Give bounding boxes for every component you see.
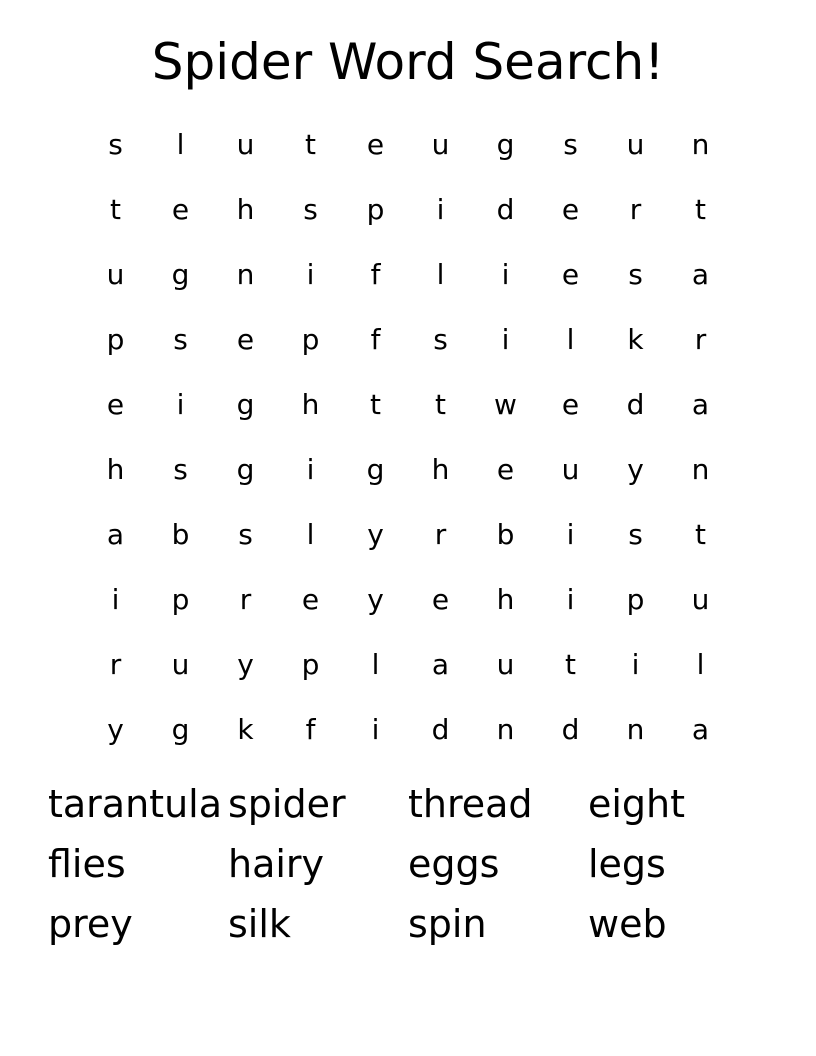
grid-letter: i xyxy=(176,387,185,421)
grid-letter: e xyxy=(561,257,580,291)
grid-letter: u xyxy=(496,647,515,681)
grid-letter: y xyxy=(627,452,644,486)
word-list-item: eggs xyxy=(408,842,500,886)
grid-letter: g xyxy=(496,127,515,161)
grid-letter: h xyxy=(236,192,255,226)
grid-letter: t xyxy=(305,127,316,161)
grid-letter: p xyxy=(301,647,320,681)
grid-letter: l xyxy=(436,257,445,291)
grid-letter: p xyxy=(301,322,320,356)
grid-letter: s xyxy=(563,127,578,161)
grid-letter: t xyxy=(435,387,446,421)
grid-letter: f xyxy=(305,712,316,746)
grid-letter: s xyxy=(433,322,448,356)
word-list-item: prey xyxy=(48,902,133,946)
word-list xyxy=(48,774,768,954)
grid-letter: l xyxy=(306,517,315,551)
grid-letter: t xyxy=(565,647,576,681)
grid-letter: i xyxy=(501,322,510,356)
grid-letter: r xyxy=(629,192,642,226)
word-list-item: hairy xyxy=(228,842,325,886)
grid-letter: y xyxy=(107,712,124,746)
grid-letter: e xyxy=(106,387,125,421)
grid-letter: h xyxy=(496,582,515,616)
grid-letter: h xyxy=(106,452,125,486)
grid-letter: e xyxy=(301,582,320,616)
grid-letter: i xyxy=(436,192,445,226)
grid-letter: t xyxy=(695,192,706,226)
grid-letter: l xyxy=(371,647,380,681)
grid-letter: i xyxy=(306,452,315,486)
grid-letter: n xyxy=(691,127,710,161)
grid-letter: r xyxy=(239,582,252,616)
grid-letter: s xyxy=(173,452,188,486)
grid-letter: r xyxy=(434,517,447,551)
grid-letter: f xyxy=(370,322,381,356)
grid-letter: a xyxy=(691,712,710,746)
grid-letter: e xyxy=(561,387,580,421)
grid-letter: l xyxy=(696,647,705,681)
grid-letter: a xyxy=(106,517,125,551)
grid-letter: d xyxy=(626,387,645,421)
grid-letter: e xyxy=(236,322,255,356)
grid-letter: u xyxy=(626,127,645,161)
grid-letter: e xyxy=(561,192,580,226)
grid-letter: d xyxy=(561,712,580,746)
grid-letter: g xyxy=(366,452,385,486)
grid-letter: n xyxy=(691,452,710,486)
grid-letter: e xyxy=(171,192,190,226)
word-list-item: spin xyxy=(408,902,487,946)
letter-grid xyxy=(83,112,733,762)
grid-letter: n xyxy=(236,257,255,291)
grid-letter: i xyxy=(566,582,575,616)
grid-letter: i xyxy=(306,257,315,291)
grid-letter: l xyxy=(566,322,575,356)
grid-letter: y xyxy=(367,517,384,551)
grid-letter: y xyxy=(367,582,384,616)
grid-letter: u xyxy=(236,127,255,161)
grid-letter: s xyxy=(238,517,253,551)
grid-letter: h xyxy=(301,387,320,421)
word-list-item: web xyxy=(588,902,667,946)
word-list-item: spider xyxy=(228,782,346,826)
grid-letter: a xyxy=(691,257,710,291)
grid-letter: h xyxy=(431,452,450,486)
grid-letter: e xyxy=(496,452,515,486)
grid-letter: k xyxy=(627,322,644,356)
word-list-item: eight xyxy=(588,782,686,826)
word-list-item: legs xyxy=(588,842,666,886)
grid-letter: s xyxy=(628,257,643,291)
word-list-item: flies xyxy=(48,842,126,886)
grid-letter: w xyxy=(494,387,517,421)
grid-letter: p xyxy=(626,582,645,616)
grid-letter: a xyxy=(691,387,710,421)
grid-letter: s xyxy=(173,322,188,356)
grid-letter: r xyxy=(694,322,707,356)
grid-letter: p xyxy=(106,322,125,356)
grid-letter: f xyxy=(370,257,381,291)
grid-letter: y xyxy=(237,647,254,681)
grid-letter: t xyxy=(370,387,381,421)
grid-letter: i xyxy=(111,582,120,616)
grid-letter: g xyxy=(236,387,255,421)
grid-letter: u xyxy=(691,582,710,616)
grid-letter: d xyxy=(496,192,515,226)
grid-letter: i xyxy=(501,257,510,291)
grid-letter: g xyxy=(171,257,190,291)
grid-letter: u xyxy=(106,257,125,291)
grid-letter: e xyxy=(431,582,450,616)
grid-letter: l xyxy=(176,127,185,161)
grid-letter: g xyxy=(171,712,190,746)
grid-letter: b xyxy=(171,517,190,551)
grid-letter: u xyxy=(431,127,450,161)
grid-letter: r xyxy=(109,647,122,681)
grid-letter: e xyxy=(366,127,385,161)
grid-letter: s xyxy=(303,192,318,226)
page-title: Spider Word Search! xyxy=(151,33,665,91)
grid-letter: i xyxy=(566,517,575,551)
grid-letter: a xyxy=(431,647,450,681)
grid-letter: k xyxy=(237,712,254,746)
grid-letter: p xyxy=(366,192,385,226)
grid-letter: b xyxy=(496,517,515,551)
grid-letter: u xyxy=(171,647,190,681)
grid-letter: u xyxy=(561,452,580,486)
grid-letter: s xyxy=(108,127,123,161)
grid-letter: i xyxy=(631,647,640,681)
word-list-item: thread xyxy=(408,782,533,826)
grid-letter: s xyxy=(628,517,643,551)
grid-letter: t xyxy=(110,192,121,226)
grid-letter: n xyxy=(626,712,645,746)
word-list-item: silk xyxy=(228,902,291,946)
word-list-item: tarantula xyxy=(48,782,223,826)
grid-letter: d xyxy=(431,712,450,746)
grid-letter: t xyxy=(695,517,706,551)
grid-letter: g xyxy=(236,452,255,486)
grid-letter: i xyxy=(371,712,380,746)
grid-letter: p xyxy=(171,582,190,616)
grid-letter: n xyxy=(496,712,515,746)
